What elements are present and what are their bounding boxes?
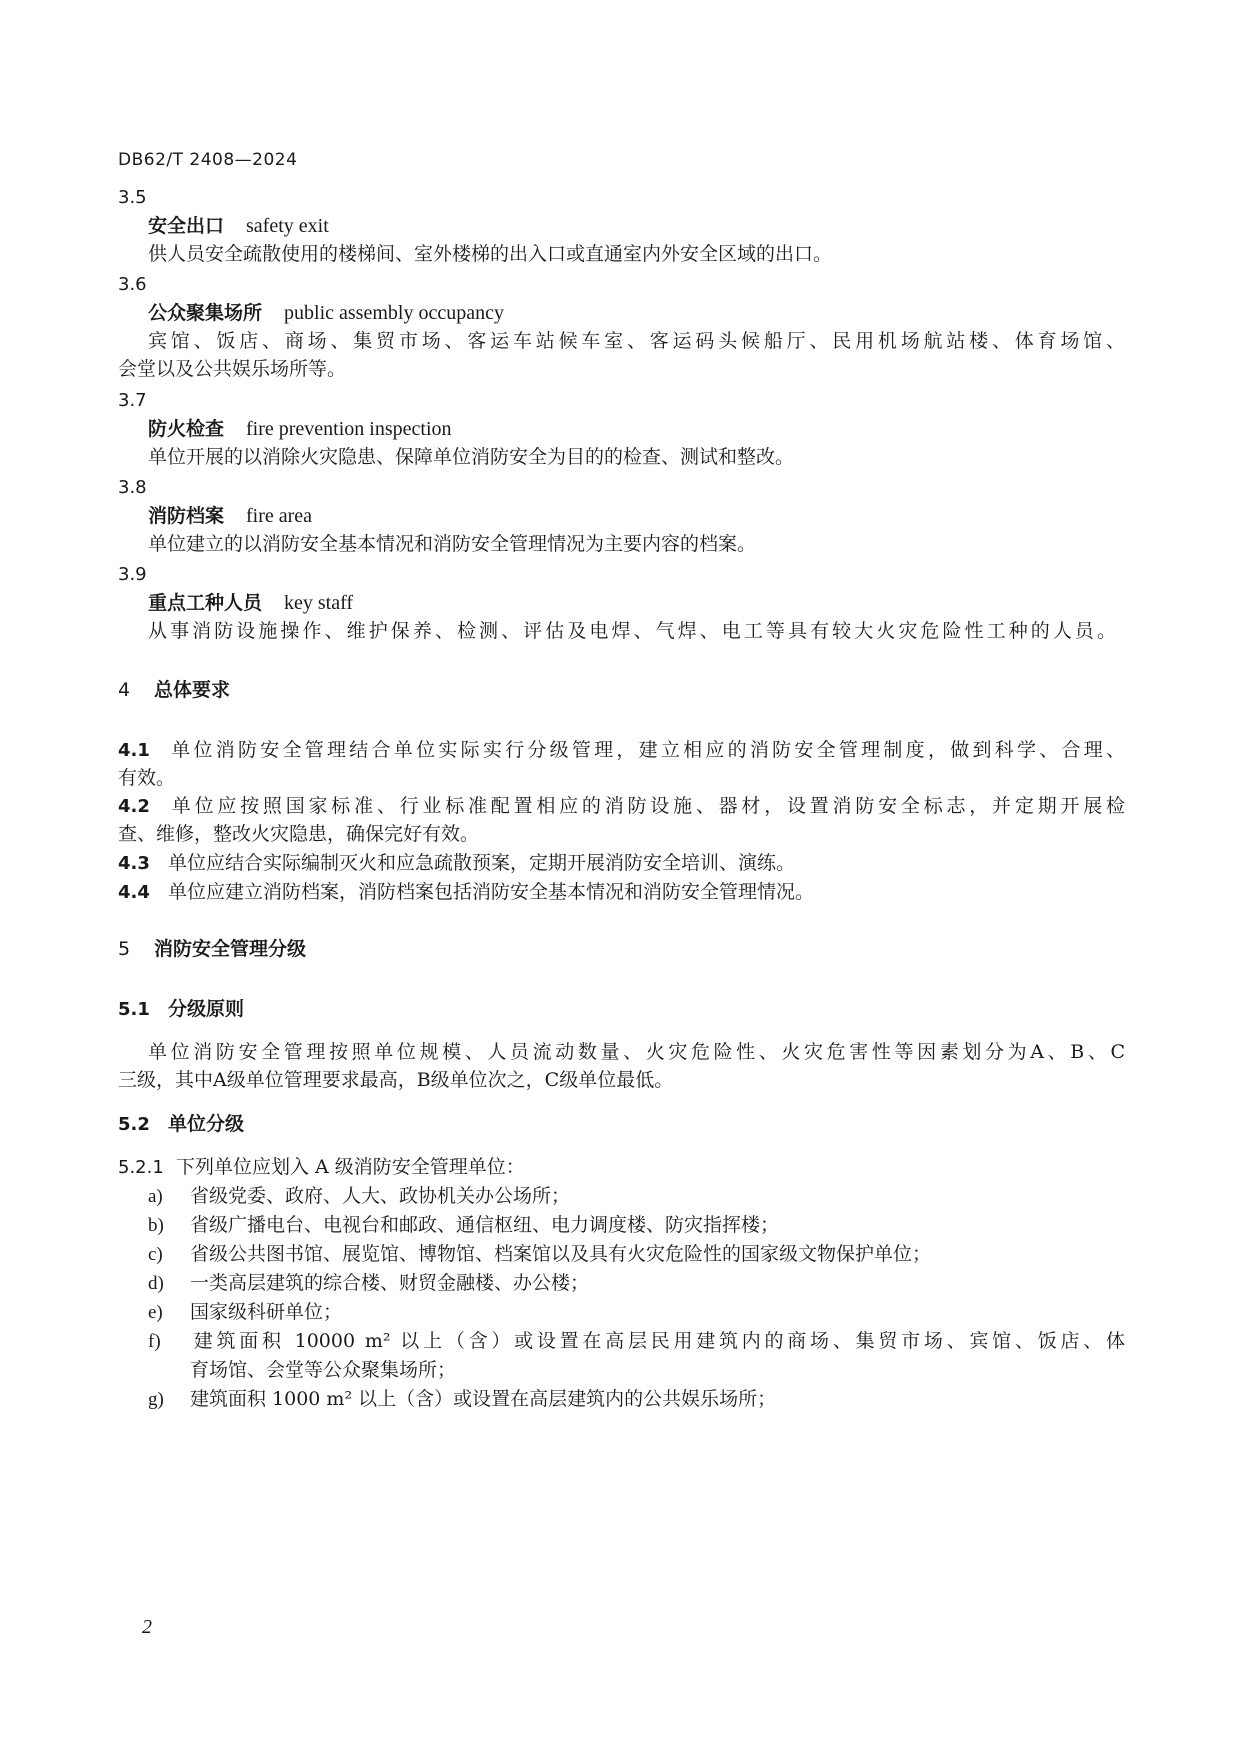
subsection-number: 5.1 — [118, 999, 150, 1020]
section-heading — [118, 937, 306, 961]
list-item: e) 国家级科研单位； — [148, 1301, 343, 1323]
term-heading — [148, 591, 353, 615]
section-number: 5 — [118, 938, 131, 960]
term-cn: 公众聚集场所 — [148, 302, 263, 324]
document-code: DB62/T 2408—2024 — [118, 150, 298, 170]
term-number: 3.9 — [118, 564, 147, 585]
clause-number: 4.3 — [118, 853, 150, 874]
term-en: safety exit — [246, 215, 329, 237]
term-definition: 单位建立的以消防安全基本情况和消防安全管理情况为主要内容的档案。 — [148, 533, 757, 555]
paragraph-line: 单位消防安全管理按照单位规模、人员流动数量、火灾危险性、火灾危害性等因素划分为A、B、C — [148, 1041, 1125, 1063]
clause-5-2-1: 5.2.1 下列单位应划入 A 级消防安全管理单位： — [118, 1156, 525, 1178]
section-title: 消防安全管理分级 — [154, 938, 307, 960]
clause-4-1-line: 有效。 — [118, 767, 176, 789]
term-definition: 会堂以及公共娱乐场所等。 — [118, 358, 347, 380]
list-item: g) 建筑面积 1000 m² 以上（含）或设置在高层建筑内的公共娱乐场所； — [148, 1388, 777, 1410]
term-definition: 宾馆、饭店、商场、集贸市场、客运车站候车室、客运码头候船厅、民用机场航站楼、体育场馆、 — [148, 330, 1125, 352]
list-item: b) 省级广播电台、电视台和邮政、通信枢纽、电力调度楼、防灾指挥楼； — [148, 1214, 780, 1236]
term-en: public assembly occupancy — [284, 302, 504, 324]
paragraph-line: 三级，其中A级单位管理要求最高，B级单位次之，C级单位最低。 — [118, 1069, 674, 1091]
term-heading — [148, 417, 452, 441]
term-cn: 安全出口 — [148, 215, 225, 237]
term-number: 3.6 — [118, 274, 147, 295]
clause-4-2-line: 查、维修，整改火灾隐患，确保完好有效。 — [118, 823, 480, 845]
list-item-label: e) — [148, 1302, 163, 1323]
section-heading — [118, 678, 230, 702]
clause-number: 4.2 — [118, 796, 150, 817]
list-item: f) 建筑面积 10000 m² 以上（含）或设置在高层民用建筑内的商场、集贸市场、宾馆、饭店、体 — [148, 1330, 1125, 1352]
list-item-label: c) — [148, 1244, 163, 1265]
term-number: 3.8 — [118, 477, 147, 498]
term-cn: 重点工种人员 — [148, 592, 263, 614]
term-heading — [148, 301, 504, 325]
clause-number: 4.1 — [118, 740, 150, 761]
term-en: key staff — [284, 592, 354, 614]
subsection-heading — [118, 997, 244, 1022]
clause-4-1-line: 4.1 单位消防安全管理结合单位实际实行分级管理，建立相应的消防安全管理制度，做到科学、合理、 — [118, 739, 1125, 761]
subsection-heading — [118, 1112, 244, 1137]
subsection-number: 5.2 — [118, 1114, 150, 1135]
subsection-title: 分级原则 — [168, 998, 245, 1020]
term-cn: 消防档案 — [148, 505, 225, 527]
term-cn: 防火检查 — [148, 418, 225, 440]
page-number: 2 — [142, 1616, 152, 1638]
list-item-label: g) — [148, 1389, 164, 1410]
list-item-label: d) — [148, 1273, 164, 1294]
section-title: 总体要求 — [154, 679, 231, 701]
list-item: a) 省级党委、政府、人大、政协机关办公场所； — [148, 1185, 571, 1207]
clause-4-2-line: 4.2 单位应按照国家标准、行业标准配置相应的消防设施、器材，设置消防安全标志，并定期开展检 — [118, 795, 1125, 817]
term-heading — [148, 214, 329, 238]
list-item-label: b) — [148, 1215, 164, 1236]
term-en: fire prevention inspection — [246, 418, 452, 440]
term-definition: 单位开展的以消除火灾隐患、保障单位消防安全为目的的检查、测试和整改。 — [148, 446, 795, 468]
term-number: 3.5 — [118, 187, 147, 208]
list-item: c) 省级公共图书馆、展览馆、博物馆、档案馆以及具有火灾危险性的国家级文物保护单位； — [148, 1243, 932, 1265]
section-number: 4 — [118, 679, 131, 701]
subsection-title: 单位分级 — [168, 1113, 245, 1135]
term-definition: 供人员安全疏散使用的楼梯间、室外楼梯的出入口或直通室内外安全区域的出口。 — [148, 243, 833, 265]
list-item-label: f) — [148, 1331, 161, 1352]
clause-number: 4.4 — [118, 882, 150, 903]
list-item-label: a) — [148, 1186, 163, 1207]
term-heading — [148, 504, 312, 528]
list-item-continuation: 育场馆、会堂等公众聚集场所； — [190, 1359, 457, 1381]
clause-number: 5.2.1 — [118, 1157, 164, 1178]
list-item: d) 一类高层建筑的综合楼、财贸金融楼、办公楼； — [148, 1272, 590, 1294]
clause-4-4-line: 4.4 单位应建立消防档案，消防档案包括消防安全基本情况和消防安全管理情况。 — [118, 881, 815, 903]
clause-4-3-line: 4.3 单位应结合实际编制灭火和应急疏散预案，定期开展消防安全培训、演练。 — [118, 852, 796, 874]
term-number: 3.7 — [118, 390, 147, 411]
term-definition: 从事消防设施操作、维护保养、检测、评估及电焊、气焊、电工等具有较大火灾危险性工种的人员。 — [148, 620, 1116, 642]
term-en: fire area — [246, 505, 313, 527]
